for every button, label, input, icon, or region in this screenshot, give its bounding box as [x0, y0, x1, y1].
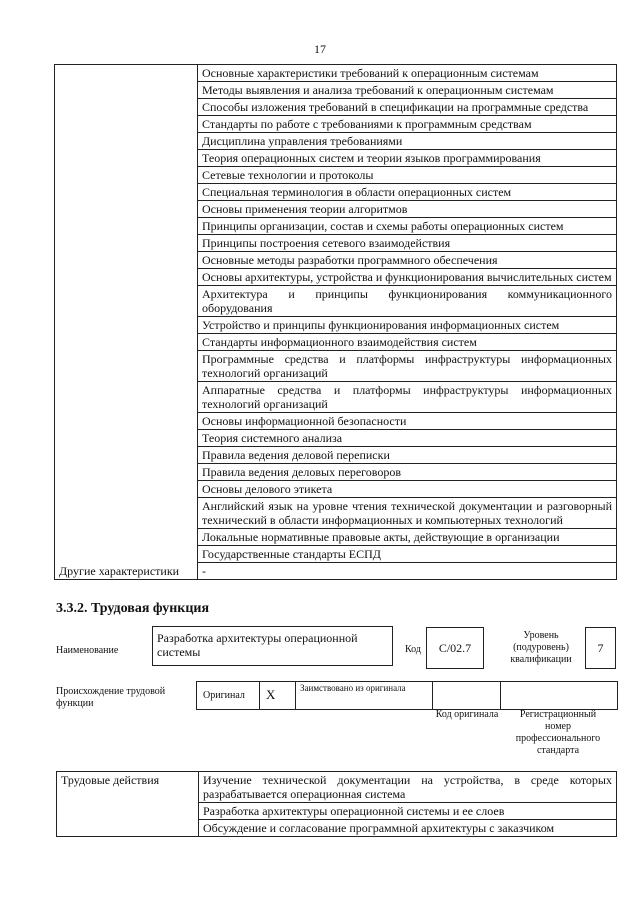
knowledge-item: Государственные стандарты ЕСПД	[198, 546, 617, 563]
knowledge-item: Основы информационной безопасности	[198, 413, 617, 430]
divider	[500, 681, 501, 709]
page-number: 17	[314, 42, 326, 56]
knowledge-item: Основы делового этикета	[198, 481, 617, 498]
knowledge-item: Программные средства и платформы инфраструктуры информационных технологий организаций	[198, 351, 617, 382]
knowledge-item: Специальная терминология в области операционных систем	[198, 184, 617, 201]
code-label: Код	[405, 644, 421, 655]
knowledge-item: Основы применения теории алгоритмов	[198, 201, 617, 218]
other-value: -	[198, 563, 617, 580]
knowledge-item: Устройство и принципы функционирования информационных систем	[198, 317, 617, 334]
other-label: Другие характеристики	[55, 563, 198, 580]
divider	[432, 681, 433, 709]
knowledge-item: Архитектура и принципы функционирования коммуникационного оборудования	[198, 286, 617, 317]
knowledge-item: Аппаратные средства и платформы инфраструктуры информационных технологий организаций	[198, 382, 617, 413]
knowledge-item: Основные характеристики требований к операционным системам	[198, 65, 617, 82]
knowledge-item: Основные методы разработки программного обеспечения	[198, 252, 617, 269]
original-mark: X	[266, 687, 276, 702]
knowledge-item: Сетевые технологии и протоколы	[198, 167, 617, 184]
action-item: Изучение технической документации на устройства, в среде которых разрабатывается операционная система	[199, 772, 617, 803]
knowledge-item: Принципы построения сетевого взаимодействия	[198, 235, 617, 252]
knowledge-item: Дисциплина управления требованиями	[198, 133, 617, 150]
knowledge-table	[54, 64, 617, 580]
function-name-value: Разработка архитектуры операционной системы	[157, 631, 358, 659]
knowledge-item: Правила ведения деловой переписки	[198, 447, 617, 464]
knowledge-item: Принципы организации, состав и схемы работы операционных систем	[198, 218, 617, 235]
knowledge-item: Стандарты информационного взаимодействия систем	[198, 334, 617, 351]
level-label: Уровень (подуровень) квалификации	[510, 630, 572, 665]
origin-code-caption: Код оригинала	[435, 709, 499, 720]
name-label: Наименование	[56, 645, 119, 656]
divider	[259, 681, 260, 709]
knowledge-item: Методы выявления и анализа требований к операционным системам	[198, 82, 617, 99]
knowledge-item: Правила ведения деловых переговоров	[198, 464, 617, 481]
level-box	[585, 627, 616, 669]
knowledge-item: Английский язык на уровне чтения технической документации и разговорный технический в области информационных и компьютерных технологий	[198, 498, 617, 529]
action-item: Обсуждение и согласование программной архитектуры с заказчиком	[199, 820, 617, 837]
origin-label: Происхождение трудовой функции	[56, 686, 166, 709]
code-box	[426, 627, 484, 669]
function-name-box	[152, 626, 393, 666]
knowledge-label-cell	[55, 65, 198, 563]
original-label: Оригинал	[203, 690, 245, 701]
section-title: 3.3.2. Трудовая функция	[56, 601, 210, 616]
borrowed-label: Заимствовано из оригинала	[300, 683, 406, 693]
knowledge-item: Способы изложения требований в спецификации на программные средства	[198, 99, 617, 116]
knowledge-item: Стандарты по работе с требованиями к программным средствам	[198, 116, 617, 133]
reg-number-caption: Регистрационный номер профессионального стандарта	[515, 709, 601, 756]
code-value: C/02.7	[438, 641, 472, 655]
actions-label: Трудовые действия	[57, 772, 199, 837]
action-item: Разработка архитектуры операционной системы и ее слоев	[199, 803, 617, 820]
knowledge-item: Теория операционных систем и теории языков программирования	[198, 150, 617, 167]
actions-table	[56, 771, 617, 837]
knowledge-item: Основы архитектуры, устройства и функционирования вычислительных систем	[198, 269, 617, 286]
knowledge-item: Локальные нормативные правовые акты, действующие в организации	[198, 529, 617, 546]
other-row	[55, 563, 617, 580]
divider	[295, 681, 296, 709]
knowledge-item: Теория системного анализа	[198, 430, 617, 447]
table-row	[57, 772, 617, 803]
table-row	[55, 65, 617, 82]
level-value: 7	[597, 641, 604, 655]
